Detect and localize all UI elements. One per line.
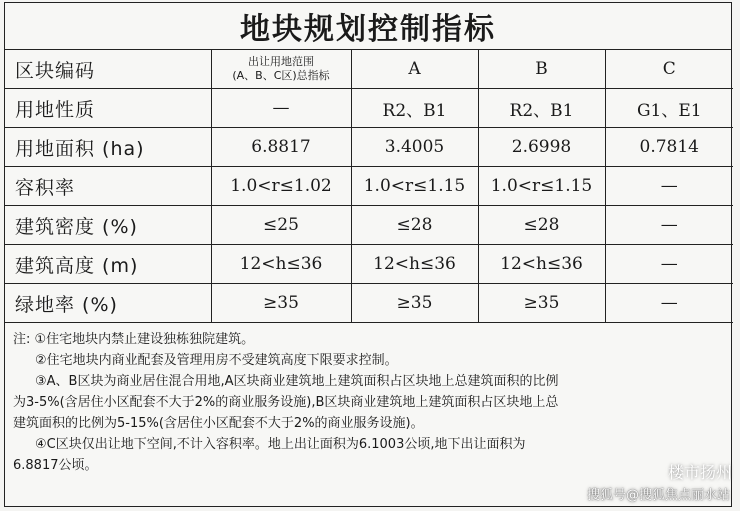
cell-c: — (605, 245, 733, 284)
indicator-sheet (4, 2, 732, 507)
cell-total: 6.8817 (211, 128, 351, 167)
cell-a: ≤28 (351, 206, 478, 245)
header-range-line2: (A、B、C区)总指标 (232, 69, 330, 82)
header-total (211, 50, 351, 89)
table-row (5, 245, 733, 284)
cell-c: — (605, 284, 733, 323)
cell-total: 1.0<r≤1.02 (211, 167, 351, 206)
row-label: 容积率 (5, 167, 211, 206)
cell-a: 12<h≤36 (351, 245, 478, 284)
cell-b: ≤28 (478, 206, 605, 245)
table-row (5, 167, 733, 206)
cell-total: ≥35 (211, 284, 351, 323)
cell-b: 1.0<r≤1.15 (478, 167, 605, 206)
cell-c: G1、E1 (605, 89, 733, 128)
row-label: 用地性质 (5, 89, 211, 128)
header-range-line1: 出让用地范围 (248, 55, 314, 68)
cell-c: — (605, 167, 733, 206)
header-col-a: A (351, 50, 478, 89)
cell-total: 12<h≤36 (211, 245, 351, 284)
note-1: 注: ①住宅地块内禁止建设独栋独院建筑。 (13, 332, 255, 347)
table-row (5, 206, 733, 245)
note-3-line1: ③A、B区块为商业居住混合用地,A区块商业建筑地上建筑面积占区块地上总建筑面积的比例 (35, 374, 559, 389)
note-3-line2: 为3-5%(含居住小区配套不大于2%的商业服务设施),B区块商业建筑地上建筑面积占区块地上总 (13, 395, 559, 410)
cell-c: — (605, 206, 733, 245)
row-label: 用地面积 (ha) (5, 128, 211, 167)
row-label: 建筑密度 (%) (5, 206, 211, 245)
cell-a: 1.0<r≤1.15 (351, 167, 478, 206)
header-label: 区块编码 (5, 50, 211, 89)
note-3-line3: 建筑面积的比例为5-15%(含居住小区配套不大于2%的商业服务设施)。 (13, 416, 424, 431)
indicator-table (5, 50, 733, 323)
page-title: 地块规划控制指标 (5, 3, 731, 50)
header-col-c: C (605, 50, 733, 89)
cell-total: — (211, 89, 351, 128)
notes-section (5, 323, 731, 476)
cell-b: R2、B1 (478, 89, 605, 128)
note-4-line1: ④C区块仅出让地下空间,不计入容积率。地上出让面积为6.1003公顷,地下出让面积为 (35, 437, 526, 452)
cell-b: ≥35 (478, 284, 605, 323)
header-col-b: B (478, 50, 605, 89)
cell-a: R2、B1 (351, 89, 478, 128)
table-row (5, 284, 733, 323)
cell-b: 12<h≤36 (478, 245, 605, 284)
watermark-logo: 楼市扬州 (667, 463, 732, 482)
row-label: 建筑高度 (m) (5, 245, 211, 284)
table-header-row (5, 50, 733, 89)
note-2: ②住宅地块内商业配套及管理用房不受建筑高度下限要求控制。 (35, 353, 398, 368)
row-label: 绿地率 (%) (5, 284, 211, 323)
table-row (5, 89, 733, 128)
cell-b: 2.6998 (478, 128, 605, 167)
note-4-line2: 6.8817公顷。 (13, 458, 98, 473)
table-row (5, 128, 733, 167)
watermark-credit: 搜狐号@搜狐焦点丽水站 (586, 488, 730, 503)
cell-total: ≤25 (211, 206, 351, 245)
cell-a: ≥35 (351, 284, 478, 323)
cell-a: 3.4005 (351, 128, 478, 167)
cell-c: 0.7814 (605, 128, 733, 167)
